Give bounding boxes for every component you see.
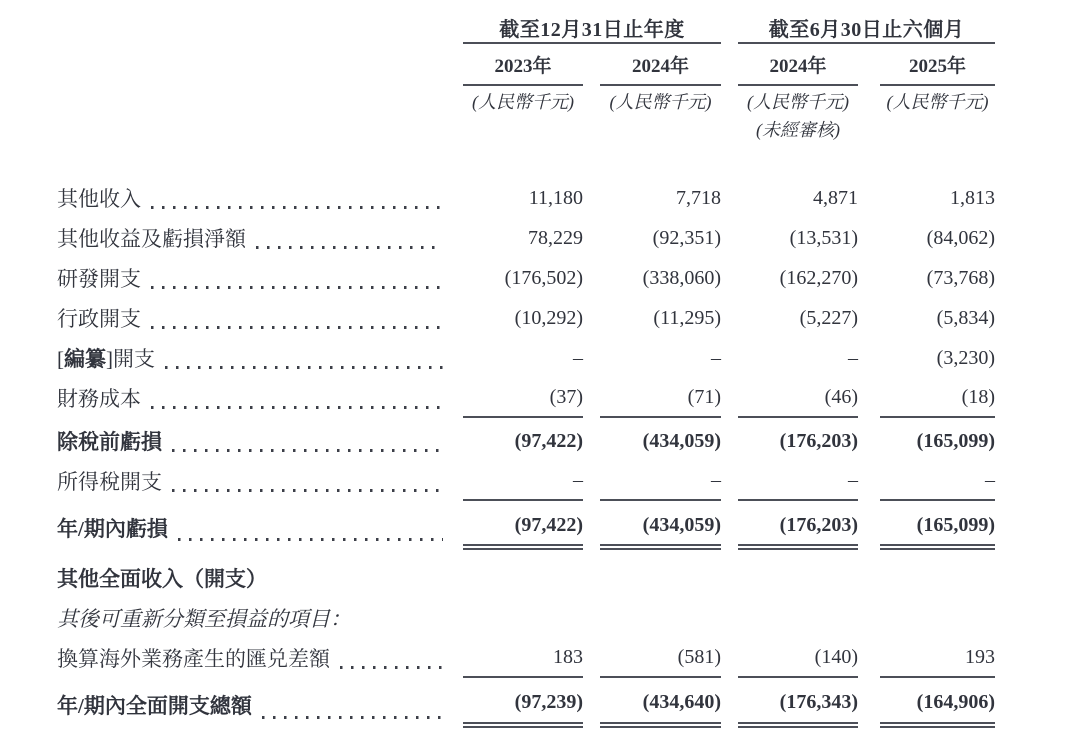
amount-cell: (165,099): [880, 506, 995, 550]
amount-cell: (37): [463, 378, 583, 418]
dot-leader: [151, 406, 443, 409]
table-row-other-comprehensive-income-heading: [57, 558, 995, 598]
row-label: 其他全面收入（開支）: [57, 567, 267, 591]
amount-cell: (97,422): [514, 429, 583, 452]
year-header-2023: 2023年: [463, 44, 583, 86]
amount-cell: (581): [600, 638, 721, 678]
unit-label: (人民幣千元): [747, 92, 849, 112]
table-body: [57, 178, 995, 728]
amount-cell: (97,422): [463, 506, 583, 550]
amount-cell: (5,834): [936, 306, 995, 329]
amount-cell: –: [738, 461, 858, 501]
amount-cell: (46): [738, 378, 858, 418]
amount-cell: (10,292): [514, 306, 583, 329]
amount-cell: (176,203): [738, 506, 858, 550]
amount-cell: –: [711, 346, 721, 369]
dot-leader: [340, 666, 443, 669]
dot-leader: [172, 449, 443, 452]
table-row-admin-expenses: [57, 298, 995, 338]
table-row-loss-before-tax: [57, 421, 995, 461]
unit-row: [57, 86, 995, 116]
table-row-total-comprehensive-expense: [57, 682, 995, 728]
amount-cell: 1,813: [950, 186, 995, 209]
unaudited-note-row: [57, 116, 995, 148]
amount-cell: 7,718: [676, 186, 721, 209]
table-row-other-gains-losses: [57, 218, 995, 258]
table-row-finance-costs: [57, 378, 995, 418]
dot-leader: [178, 538, 443, 541]
dot-leader: [151, 286, 443, 289]
dot-leader: [172, 489, 443, 492]
row-label: [編纂]開支: [57, 347, 155, 371]
table-row-rd-expenses: [57, 258, 995, 298]
row-label: 年/期內虧損: [57, 517, 168, 541]
amount-cell: (434,640): [600, 682, 721, 728]
amount-cell: (176,343): [738, 682, 858, 728]
amount-cell: (13,531): [789, 226, 858, 249]
year-header-2025: 2025年: [880, 44, 995, 86]
amount-cell: 193: [880, 638, 995, 678]
table-row-income-tax-expense: [57, 461, 995, 501]
amount-cell: (176,502): [504, 266, 583, 289]
row-label: 行政開支: [57, 307, 141, 331]
row-label: 換算海外業務產生的匯兑差額: [57, 647, 330, 671]
amount-cell: –: [848, 346, 858, 369]
unit-label: (人民幣千元): [472, 92, 574, 112]
dot-leader: [151, 206, 443, 209]
amount-cell: 4,871: [813, 186, 858, 209]
amount-cell: (97,239): [463, 682, 583, 728]
amount-cell: (11,295): [653, 306, 721, 329]
amount-cell: (92,351): [652, 226, 721, 249]
row-label: 財務成本: [57, 387, 141, 411]
row-label: 所得稅開支: [57, 470, 162, 494]
year-header-row: [57, 44, 995, 86]
amount-cell: –: [600, 461, 721, 501]
amount-cell: (18): [880, 378, 995, 418]
amount-cell: –: [573, 346, 583, 369]
amount-cell: –: [880, 461, 995, 501]
amount-cell: (73,768): [926, 266, 995, 289]
row-label: 其他收入: [57, 187, 141, 211]
year-header-2024-interim: 2024年: [738, 44, 858, 86]
period-group-title-interim: 截至6月30日止六個月: [738, 12, 995, 44]
table-row-loss-for-period: [57, 506, 995, 550]
row-label: 其後可重新分類至損益的項目：: [57, 607, 351, 631]
dot-leader: [256, 246, 443, 249]
amount-cell: 78,229: [528, 226, 583, 249]
row-label: 研發開支: [57, 267, 141, 291]
amount-cell: 183: [463, 638, 583, 678]
amount-cell: (164,906): [880, 682, 995, 728]
table-row-exchange-differences: [57, 638, 995, 678]
amount-cell: (5,227): [799, 306, 858, 329]
period-group-title-annual: 截至12月31日止年度: [463, 12, 721, 44]
amount-cell: (162,270): [779, 266, 858, 289]
table-row-other-income: [57, 178, 995, 218]
year-header-2024: 2024年: [600, 44, 721, 86]
amount-cell: (434,059): [600, 506, 721, 550]
table-row-reclassifiable-items-heading: [57, 598, 995, 638]
amount-cell: (176,203): [779, 429, 858, 452]
amount-cell: (434,059): [642, 429, 721, 452]
table-row-redacted-expenses: [57, 338, 995, 378]
unit-label: (人民幣千元): [609, 92, 712, 112]
dot-leader: [151, 326, 443, 329]
amount-cell: (338,060): [642, 266, 721, 289]
amount-cell: (71): [600, 378, 721, 418]
dot-leader: [262, 716, 443, 719]
dot-leader: [165, 366, 443, 369]
row-label: 其他收益及虧損淨額: [57, 227, 246, 251]
unit-label: (人民幣千元): [886, 92, 989, 112]
amount-cell: –: [463, 461, 583, 501]
unaudited-note: (未經審核): [756, 120, 840, 140]
amount-cell: (140): [738, 638, 858, 678]
row-label: 除稅前虧損: [57, 430, 162, 454]
period-group-header: [57, 12, 995, 44]
amount-cell: (84,062): [926, 226, 995, 249]
amount-cell: (165,099): [916, 429, 995, 452]
amount-cell: (3,230): [936, 346, 995, 369]
row-label: 年/期內全面開支總額: [57, 694, 252, 718]
amount-cell: 11,180: [528, 186, 583, 209]
